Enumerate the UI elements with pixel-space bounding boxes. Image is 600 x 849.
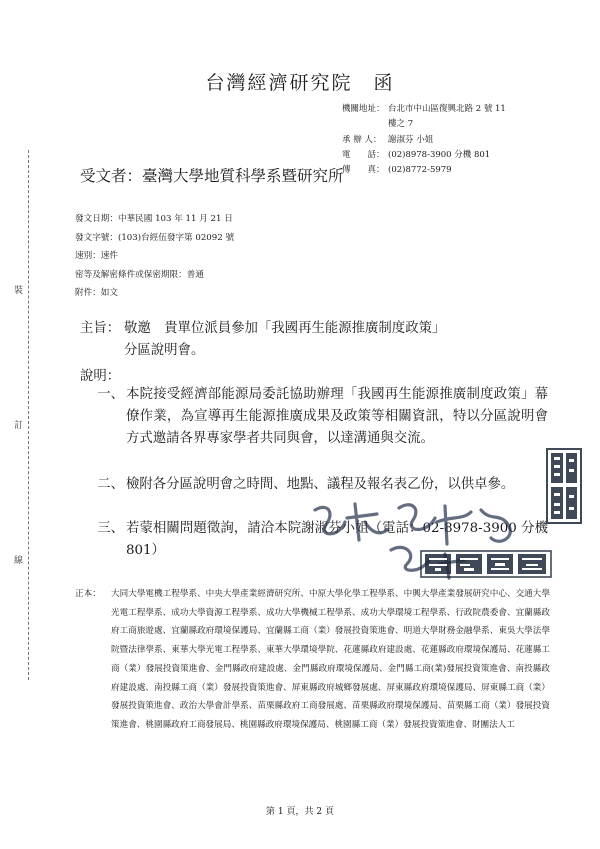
phone-row [342,148,506,163]
secrecy-level: 密等及解密條件或保密期限：普通 [75,269,204,280]
item-number: 三、 [97,521,124,536]
contact-row [342,133,506,148]
subject-label: 主旨： [80,321,121,336]
item-number: 二、 [97,477,124,492]
phone-label: 電 話： [342,149,385,160]
address-row [342,102,506,117]
item-text: 檢附各分區說明會之時間、地點、議程及報名表乙份，以供卓參。 [126,477,515,492]
fax-row [342,163,506,178]
recipient: 受文者：臺灣大學地質科學系暨研究所 [80,167,344,185]
description-label: 說明： [80,369,121,384]
subject-line-2: 分區說明會。 [124,343,205,358]
address-label: 機關地址： [342,104,385,114]
binding-mark-bind: 裝 [14,286,24,296]
institution-seal-large [545,447,583,525]
delivery-speed: 速別：速件 [75,251,118,261]
subject-line-1: 敬邀 貴單位派員參加「我國再生能源推廣制度政策」 [124,321,446,336]
issue-date: 發文日期：中華民國 103 年 11 月 21 日 [75,214,233,224]
address-row-cont [342,117,506,132]
attachment-note: 附件：如文 [75,288,118,298]
binding-mark-staple: 訂 [14,421,24,431]
fax-value: (02)8772-5979 [388,165,452,176]
institution-seal-small [420,550,552,578]
fax-label: 傳 真： [342,165,385,176]
contact-label: 承 辦 人： [342,134,382,145]
item-text: 本院接受經濟部能源局委託協助辦理「我國再生能源推廣制度政策」幕僚作業，為宣導再生能源推廣成果及政策等相關資訊，特以分區說明會方式邀請各界專家學者共同與會，以達溝通與交流。 [126,387,548,446]
item-number: 一、 [97,387,124,402]
address-value: 台北市中山區復興北路 2 號 11 [388,104,506,114]
subject-section [80,318,548,362]
document-title: 台灣經濟研究院 函 [205,72,395,94]
binding-mark-line: 線 [14,556,24,566]
cc-list [75,585,550,735]
item-text: 若蒙相關問題徵詢，請洽本院謝淑芬小姐（電話：02-8978-3900 分機 801） [126,521,548,558]
cc-text: 大同大學電機工程學系、中央大學產業經濟研究所、中原大學化學工程學系、中興大學產業發展研究中心、交通大學光電工程學系、成功大學資源工程學系、成功大學機械工程學系、成功大學環境工程學系、行政院農委會、宜蘭縣政府工商旅遊處、宜蘭縣政府環境保護局、宜蘭縣工商（業）發展投資策進會、明道大學財務金融學系、東吳大學法學院暨法律學系、東華大學光電工程學系、東華大學環境學院、花蓮縣政府建設處、花蓮縣政府環境保護局、花蓮縣工商（業）發展投資策進會、金門縣政府建設處、金門縣政府環境保護局、金門縣工商(業)發展投資策進會、南投縣政府建設處、南投縣工商（業）發展投資策進會、屏東縣政府城鄉發展處、屏東縣政府環境保護局、屏東縣工商（業）發展投資策進會、政治大學會計學系、苗栗縣政府工商發展處、苗栗縣政府環境保護局、苗栗縣工商（業）發展投資策進會、桃園縣政府工商發展局、桃園縣政府環境保護局、桃園縣工商（業）發展投資策進會、財團法人工 [111,589,550,730]
phone-value: (02)8978-3900 分機 801 [388,149,491,160]
address-value-cont: 樓之 7 [388,119,414,130]
page-number: 第 1 頁，共 2 頁 [266,807,334,817]
document-meta [75,210,234,303]
description-item [80,384,548,450]
contact-value: 謝淑芬 小姐 [388,134,434,145]
cc-label: 正本： [75,589,101,599]
binding-line [28,150,29,680]
issue-number: 發文字號：(103)台經伍發字第 02092 號 [75,232,235,243]
sender-info [342,102,506,178]
